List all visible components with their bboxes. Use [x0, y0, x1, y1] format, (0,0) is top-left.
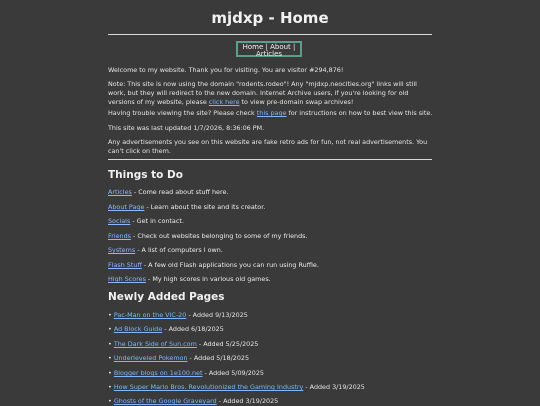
list-item — [108, 246, 223, 255]
bullet: • — [108, 383, 112, 391]
nav-box — [236, 41, 302, 57]
list-item-desc: - Check out websites belonging to some of my friends. — [130, 232, 308, 240]
added-date: - Added 5/18/2025 — [187, 354, 250, 362]
new-page-link[interactable]: Underleveled Pokemon — [113, 354, 188, 362]
list-item — [108, 261, 319, 270]
friends-link[interactable]: Friends — [108, 232, 131, 240]
welcome-text: Welcome to my website. Thank you for visiting. You are visitor #294,876! — [108, 66, 344, 74]
divider — [108, 159, 432, 160]
list-item — [108, 188, 228, 197]
articles-link[interactable]: Articles — [108, 188, 132, 196]
bullet: • — [108, 340, 112, 348]
list-item — [108, 354, 249, 363]
new-page-link[interactable]: The Dark Side of Sun.com — [113, 340, 197, 348]
list-item — [108, 383, 365, 392]
list-item — [108, 275, 271, 284]
ads-disclaimer: Any advertisements you see on this website are fake retro ads for fun, not real advertisements. You can't click on them. — [108, 138, 428, 155]
things-to-do-heading: Things to Do — [108, 169, 183, 181]
domain-note-text: Note: This site is now using the domain "rodents.rodeo"! Any "mjdxp.neocities.org" links will still work, but they will redirect to the new domain. Internet Archive users, if you're looking for old versions of my website, please — [108, 80, 417, 106]
domain-note-text-end: to view pre-domain swap archives! — [239, 98, 354, 106]
page-title: mjdxp - Home — [211, 9, 329, 27]
new-page-link[interactable]: How Super Mario Bros. Revolutionized the Gaming Industry — [113, 383, 304, 391]
instructions-link[interactable]: this page — [256, 109, 287, 117]
new-page-link[interactable]: Pac-Man on the VIC-20 — [113, 311, 187, 319]
list-item — [108, 203, 265, 212]
list-item-desc: - A few old Flash applications you can run using Ruffle. — [141, 261, 319, 269]
nav-separator: | — [265, 43, 268, 51]
new-page-link[interactable]: Blogger blogs on 1e100.net — [113, 369, 203, 377]
added-date: - Added 5/09/2025 — [202, 369, 264, 377]
trouble-text-start: Having trouble viewing the site? Please check — [108, 109, 257, 117]
things-to-do-list — [108, 188, 438, 288]
added-date: - Added 3/19/2025 — [216, 397, 279, 405]
bullet: • — [108, 325, 112, 333]
socials-link[interactable]: Socials — [108, 217, 131, 225]
list-item — [108, 232, 308, 241]
flash-stuff-link[interactable]: Flash Stuff — [108, 261, 142, 269]
bullet: • — [108, 397, 112, 405]
trouble-text-end: for instructions on how to best view this site. — [286, 109, 433, 117]
bullet: • — [108, 311, 112, 319]
list-item — [108, 325, 224, 334]
newly-added-heading: Newly Added Pages — [108, 291, 225, 303]
last-updated-text: This site was last updated 1/7/2026, 8:36:06 PM. — [108, 124, 265, 132]
new-page-link[interactable]: Ad Block Guide — [113, 325, 163, 333]
list-item — [108, 340, 258, 349]
nav-articles-link[interactable]: Articles — [255, 50, 283, 58]
bullet: • — [108, 369, 112, 377]
added-date: - Added 3/19/2025 — [303, 383, 365, 391]
trouble-text — [108, 109, 434, 118]
systems-link[interactable]: Systems — [108, 246, 136, 254]
added-date: - Added 6/18/2025 — [162, 325, 224, 333]
domain-note — [108, 80, 434, 107]
bullet: • — [108, 354, 112, 362]
about-page-link[interactable]: About Page — [108, 203, 145, 211]
nav-home-link[interactable]: Home — [242, 43, 264, 51]
list-item-desc: - Get in contact. — [130, 217, 184, 225]
new-page-link[interactable]: Ghosts of the Google Graveyard — [113, 397, 217, 405]
archive-link[interactable]: click here — [208, 98, 240, 106]
list-item — [108, 311, 248, 320]
added-date: - Added 5/25/2025 — [196, 340, 259, 348]
divider — [108, 34, 432, 35]
high-scores-link[interactable]: High Scores — [108, 275, 146, 283]
list-item — [108, 369, 264, 378]
list-item-desc: - Come read about stuff here. — [131, 188, 229, 196]
list-item-desc: - A list of computers I own. — [135, 246, 223, 254]
added-date: - Added 9/13/2025 — [186, 311, 248, 319]
nav-about-link[interactable]: About — [270, 43, 291, 51]
list-item — [108, 217, 184, 226]
nav-separator: | — [293, 43, 296, 51]
list-item-desc: - My high scores in various old games. — [145, 275, 271, 283]
list-item-desc: - Learn about the site and its creator. — [144, 203, 266, 211]
